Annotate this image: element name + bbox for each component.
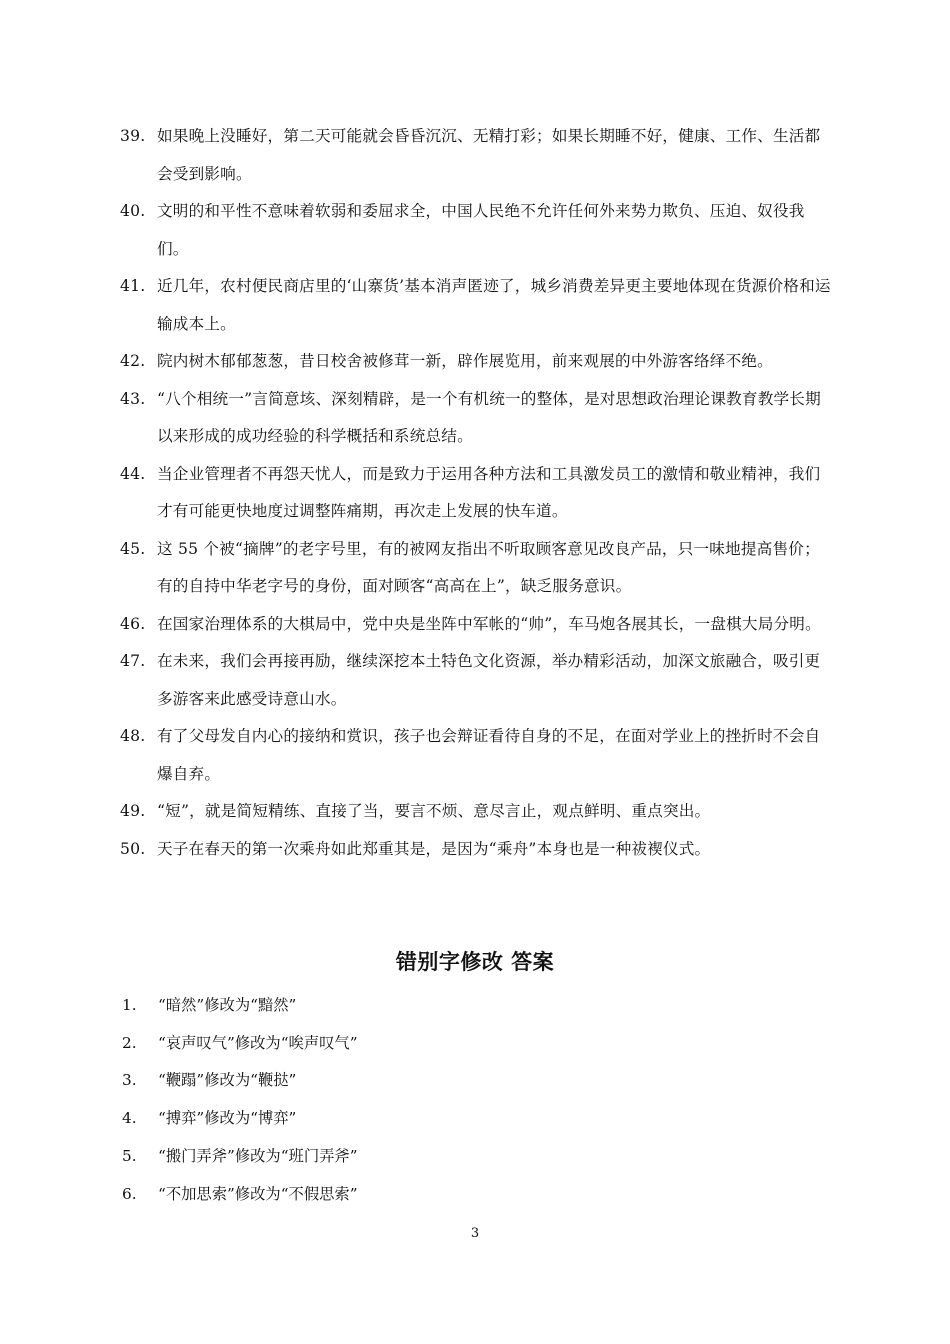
answer-text: “暗然”修改为“黯然” <box>158 996 297 1014</box>
question-item <box>120 531 832 606</box>
question-number: 50. <box>120 839 146 858</box>
answer-item <box>122 1062 822 1100</box>
question-item <box>120 268 832 343</box>
answer-number: 1. <box>122 996 137 1014</box>
answer-text: “不加思索”修改为“不假思索” <box>158 1184 358 1203</box>
answer-number: 4. <box>122 1109 137 1128</box>
question-text: 在国家治理体系的大棋局中，党中央是坐阵中军帐的“帅”，车马炮各展其长，一盘棋大局分明。 <box>157 614 821 633</box>
answer-number: 6. <box>122 1184 137 1203</box>
answer-item <box>122 987 822 1025</box>
answer-item <box>122 1100 822 1138</box>
page-number: 3 <box>470 1226 480 1241</box>
question-number: 46. <box>120 614 146 633</box>
answer-item <box>122 1176 822 1214</box>
question-text: 如果晚上没睡好，第二天可能就会昏昏沉沉、无精打彩；如果长期睡不好，健康、工作、生活都会受到影响。 <box>157 127 821 183</box>
answers-heading: 错别字修改 答案 <box>395 950 555 974</box>
question-item <box>120 606 832 644</box>
question-item <box>120 831 832 869</box>
question-number: 47. <box>120 652 146 670</box>
answer-text: “搬门弄斧”修改为“班门弄斧” <box>158 1146 358 1165</box>
question-number: 41. <box>120 277 146 295</box>
question-text: 当企业管理者不再怨天忧人，而是致力于运用各种方法和工具激发员工的激情和敬业精神，我们才有可能更快地度过调整阵痛期，再次走上发展的快车道。 <box>157 464 821 520</box>
question-item <box>120 643 832 718</box>
question-list <box>120 118 832 868</box>
question-text: 近几年，农村便民商店里的‘山寨货’基本消声匿迹了，城乡消费差异更主要地体现在货源价格和运输成本上。 <box>157 277 831 333</box>
question-text: 在未来，我们会再接再励，继续深挖本土特色文化资源，举办精彩活动，加深文旅融合，吸引更多游客来此感受诗意山水。 <box>157 652 821 708</box>
answer-item <box>122 1025 822 1063</box>
question-text: 天子在春天的第一次乘舟如此郑重其是，是因为“乘舟”本身也是一种祓褉仪式。 <box>157 839 711 858</box>
question-item <box>120 381 832 456</box>
question-text: “短”，就是简短精练、直接了当，要言不烦、意尽言止，观点鲜明、重点突出。 <box>157 802 711 820</box>
question-item <box>120 793 832 831</box>
answer-text: “搏弈”修改为“博弈” <box>158 1109 297 1128</box>
question-number: 39. <box>120 127 146 145</box>
question-number: 45. <box>120 539 146 558</box>
answer-number: 5. <box>122 1146 137 1165</box>
question-text: 这 55 个被“摘牌”的老字号里，有的被网友指出不听取顾客意见改良产品，只一味地提高售价；有的自持中华老字号的身份，面对顾客“高高在上”，缺乏服务意识。 <box>157 539 820 595</box>
question-number: 40. <box>120 202 146 220</box>
question-item <box>120 718 832 793</box>
answer-list <box>122 987 822 1213</box>
question-item <box>120 343 832 381</box>
question-number: 43. <box>120 389 146 408</box>
answer-number: 3. <box>122 1071 137 1090</box>
answer-item <box>122 1138 822 1176</box>
answer-number: 2. <box>122 1033 137 1052</box>
question-text: 院内树木郁郁葱葱，昔日校舍被修茸一新，辟作展览用，前来观展的中外游客络绎不绝。 <box>157 352 773 370</box>
question-number: 49. <box>120 802 146 820</box>
question-item <box>120 193 832 268</box>
question-text: 文明的和平性不意味着软弱和委屈求全，中国人民绝不允许任何外来势力欺负、压迫、奴役我们。 <box>157 202 805 258</box>
question-number: 44. <box>120 464 146 483</box>
answer-text: “哀声叹气”修改为“唉声叹气” <box>158 1033 358 1052</box>
question-item <box>120 456 832 531</box>
answer-text: “鞭蹋”修改为“鞭挞” <box>158 1071 297 1090</box>
question-number: 48. <box>120 727 146 745</box>
question-number: 42. <box>120 352 146 370</box>
question-text: 有了父母发自内心的接纳和赏识，孩子也会辩证看待自身的不足，在面对学业上的挫折时不会自爆自弃。 <box>157 727 821 783</box>
question-text: “八个相统一”言简意垓、深刻精辟，是一个有机统一的整体，是对思想政治理论课教育教学长期以来形成的成功经验的科学概括和系统总结。 <box>157 389 821 445</box>
question-item <box>120 118 832 193</box>
